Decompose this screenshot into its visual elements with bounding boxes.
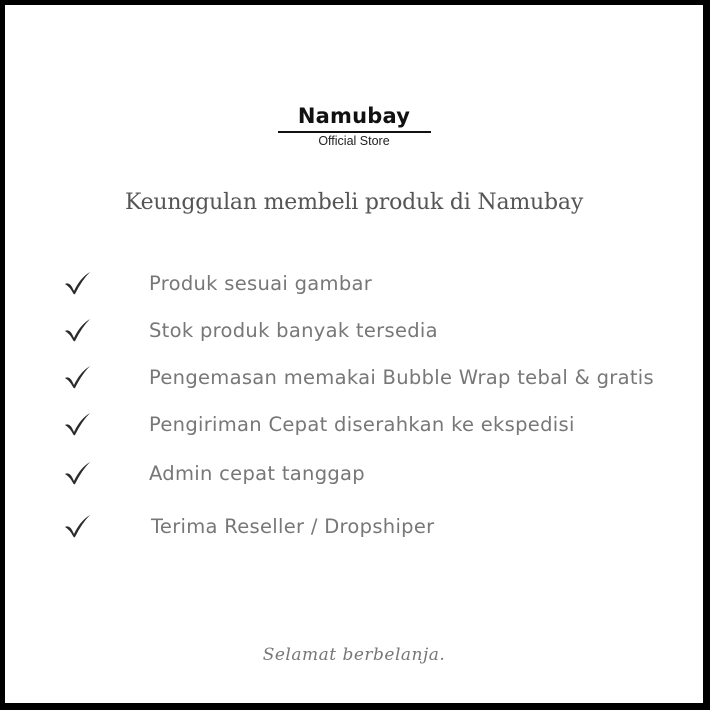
brand-underline [278,131,431,133]
benefit-item [5,268,703,302]
benefit-item [5,315,703,349]
benefit-label: Stok produk banyak tersedia [149,319,438,342]
check-icon [63,411,93,437]
check-icon [63,364,93,390]
closing-message: Selamat berbelanja. [262,645,446,665]
promo-card [5,5,703,703]
benefit-label: Terima Reseller / Dropshiper [151,515,435,538]
check-icon [63,513,93,539]
benefit-label: Pengiriman Cepat diserahkan ke ekspedisi [149,413,575,436]
benefit-item [5,458,703,492]
benefit-label: Pengemasan memakai Bubble Wrap tebal & gratis [149,366,654,389]
check-icon [63,460,93,486]
brand-subtitle: Official Store [318,134,390,148]
check-icon [63,317,93,343]
benefit-item [5,409,703,443]
check-icon [63,270,93,296]
benefit-item [5,511,703,545]
benefit-label: Admin cepat tanggap [149,462,365,485]
benefit-label: Produk sesuai gambar [149,272,373,295]
brand-logo [5,103,703,148]
headline: Keunggulan membeli produk di Namubay [124,190,584,215]
benefit-item [5,362,703,396]
brand-name: Namubay [297,104,411,128]
